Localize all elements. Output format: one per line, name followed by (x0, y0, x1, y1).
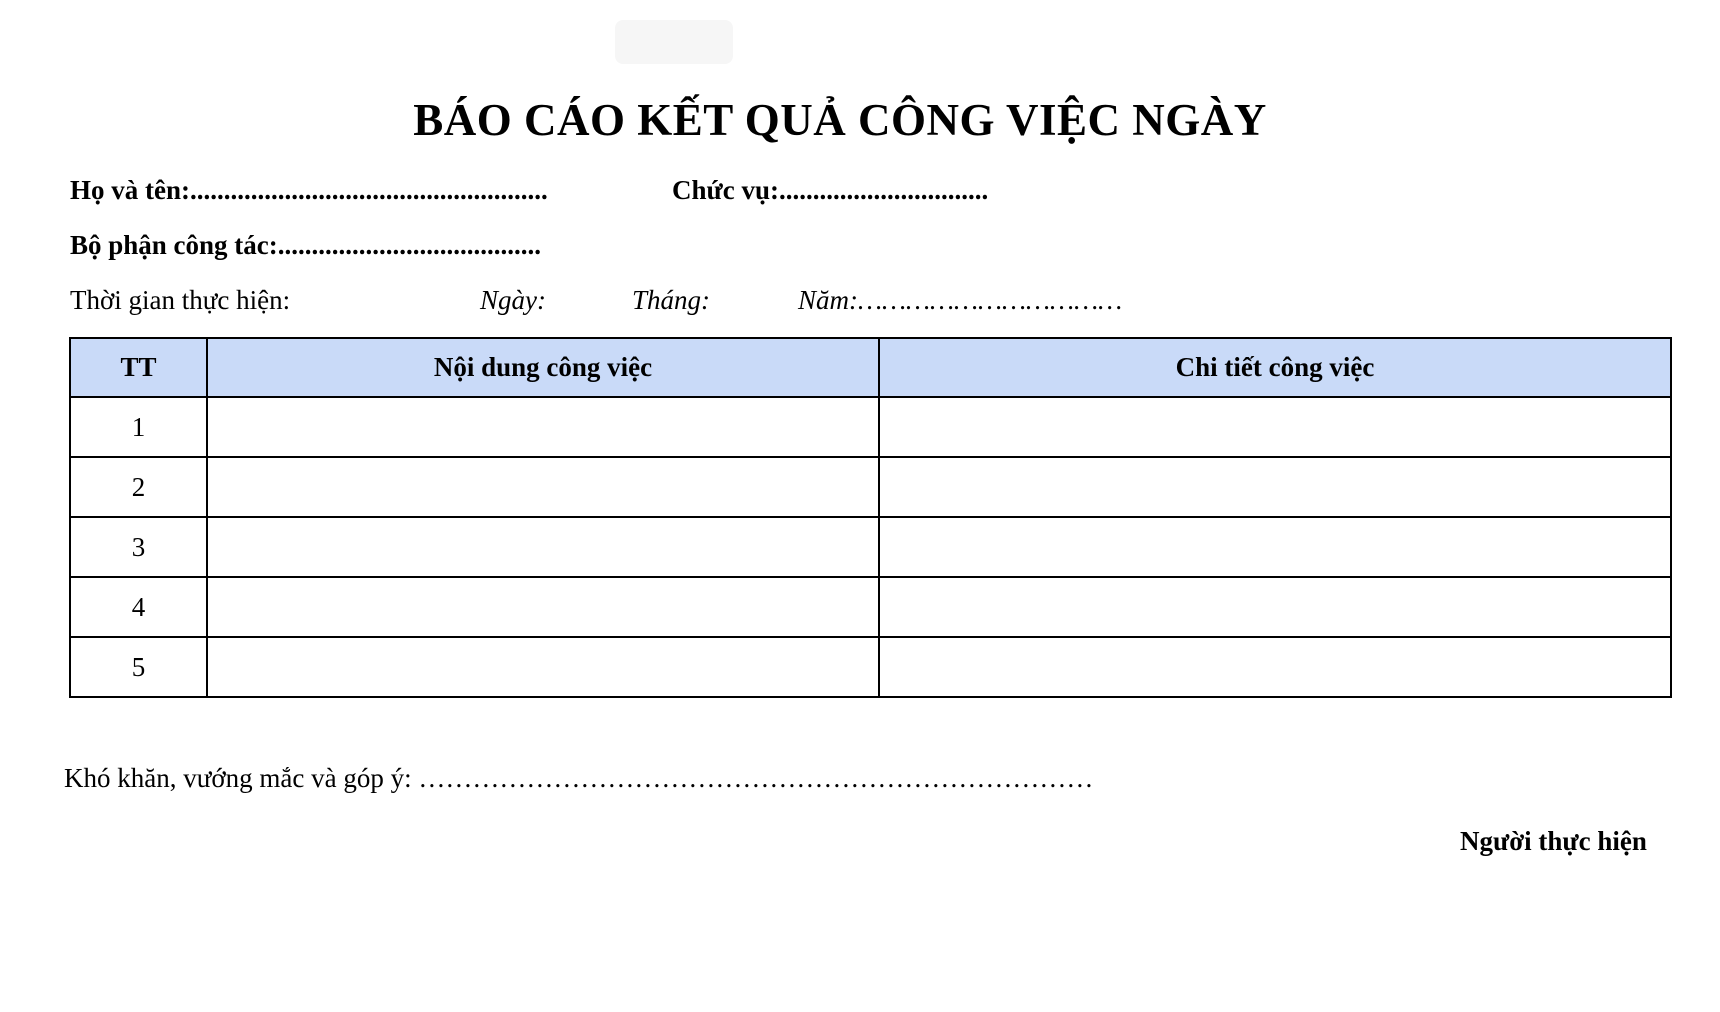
table-row (70, 637, 1671, 697)
day-field: Ngày: (480, 285, 546, 315)
table-row (70, 457, 1671, 517)
row-number: 3 (70, 517, 207, 577)
content-cell[interactable] (207, 577, 879, 637)
header-detail: Chi tiết công việc (879, 338, 1671, 397)
document-title: BÁO CÁO KẾT QUẢ CÔNG VIỆC NGÀY (413, 95, 1267, 145)
issues-field: Khó khăn, vướng mắc và góp ý: ………………………………………………………………… (64, 763, 1094, 793)
row-number: 5 (70, 637, 207, 697)
header-tt: TT (70, 338, 207, 397)
row-number: 4 (70, 577, 207, 637)
detail-cell[interactable] (879, 577, 1671, 637)
header-watermark (615, 20, 733, 64)
position-field: Chức vụ:............................... (672, 175, 989, 205)
header-content: Nội dung công việc (207, 338, 879, 397)
department-field: Bộ phận công tác:....................................... (70, 230, 542, 260)
content-cell[interactable] (207, 637, 879, 697)
table-row (70, 577, 1671, 637)
table-row (70, 397, 1671, 457)
month-field: Tháng: (632, 285, 711, 315)
signer-label: Người thực hiện (1460, 826, 1647, 856)
table-row (70, 517, 1671, 577)
content-cell[interactable] (207, 457, 879, 517)
detail-cell[interactable] (879, 457, 1671, 517)
report-table (69, 337, 1672, 698)
year-field: Năm:…………………………… (798, 285, 1123, 315)
detail-cell[interactable] (879, 637, 1671, 697)
detail-cell[interactable] (879, 517, 1671, 577)
name-field: Họ và tên:..................................................... (70, 175, 548, 205)
content-cell[interactable] (207, 517, 879, 577)
content-cell[interactable] (207, 397, 879, 457)
time-label: Thời gian thực hiện: (70, 285, 291, 315)
detail-cell[interactable] (879, 397, 1671, 457)
row-number: 1 (70, 397, 207, 457)
row-number: 2 (70, 457, 207, 517)
table-header-row (70, 338, 1671, 397)
